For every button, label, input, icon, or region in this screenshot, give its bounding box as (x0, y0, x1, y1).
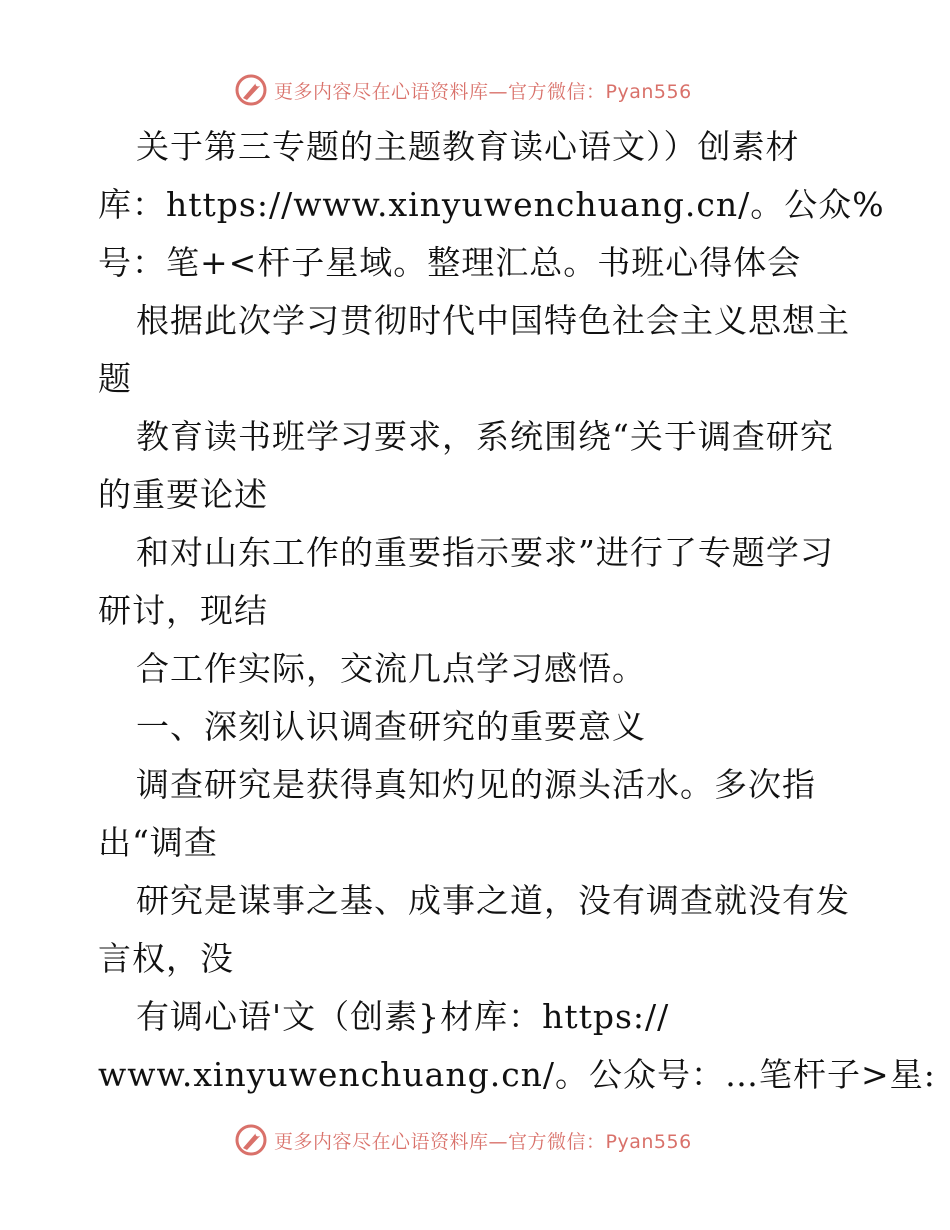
text-line: 出“调查 (98, 823, 218, 862)
footer-watermark-banner (234, 1120, 692, 1160)
text-line: 库：https://www.xinyuwenchuang.cn/。公众% (98, 185, 885, 224)
banner-text: 更多内容尽在心语资料库—官方微信：Pyan556 (274, 1130, 692, 1153)
text-line: 教育读书班学习要求，系统围绕“关于调查研究 (136, 417, 834, 456)
banner-text: 更多内容尽在心语资料库—官方微信：Pyan556 (274, 80, 692, 103)
pen-circle-logo-icon (234, 1123, 268, 1157)
text-line: 的重要论述 (98, 475, 268, 514)
document-body (98, 118, 936, 1104)
section-heading: 一、深刻认识调查研究的重要意义 (136, 707, 646, 746)
pen-circle-logo-icon (234, 73, 268, 107)
text-line: 号：笔+<杆子星域。整理汇总。书班心得体会 (98, 243, 802, 282)
text-line: 合工作实际，交流几点学习感悟。 (136, 649, 646, 688)
text-line: 言权，没 (98, 939, 234, 978)
text-line: 题 (98, 359, 132, 398)
text-line: 和对山东工作的重要指示要求”进行了专题学习 (136, 533, 834, 572)
text-line: 根据此次学习贯彻时代中国特色社会主义思想主 (136, 301, 850, 340)
text-line: 关于第三专题的主题教育读心语文））创素材 (136, 127, 800, 166)
text-line: www.xinyuwenchuang.cn/。公众号：…笔杆子>星: (98, 1055, 936, 1094)
text-line: 研讨，现结 (98, 591, 268, 630)
text-line: 有调心语'文（创素}材库：https:// (136, 997, 670, 1036)
header-watermark-banner (234, 70, 692, 110)
text-line: 研究是谋事之基、成事之道，没有调查就没有发 (136, 881, 850, 920)
text-line: 调查研究是获得真知灼见的源头活水。多次指 (136, 765, 816, 804)
